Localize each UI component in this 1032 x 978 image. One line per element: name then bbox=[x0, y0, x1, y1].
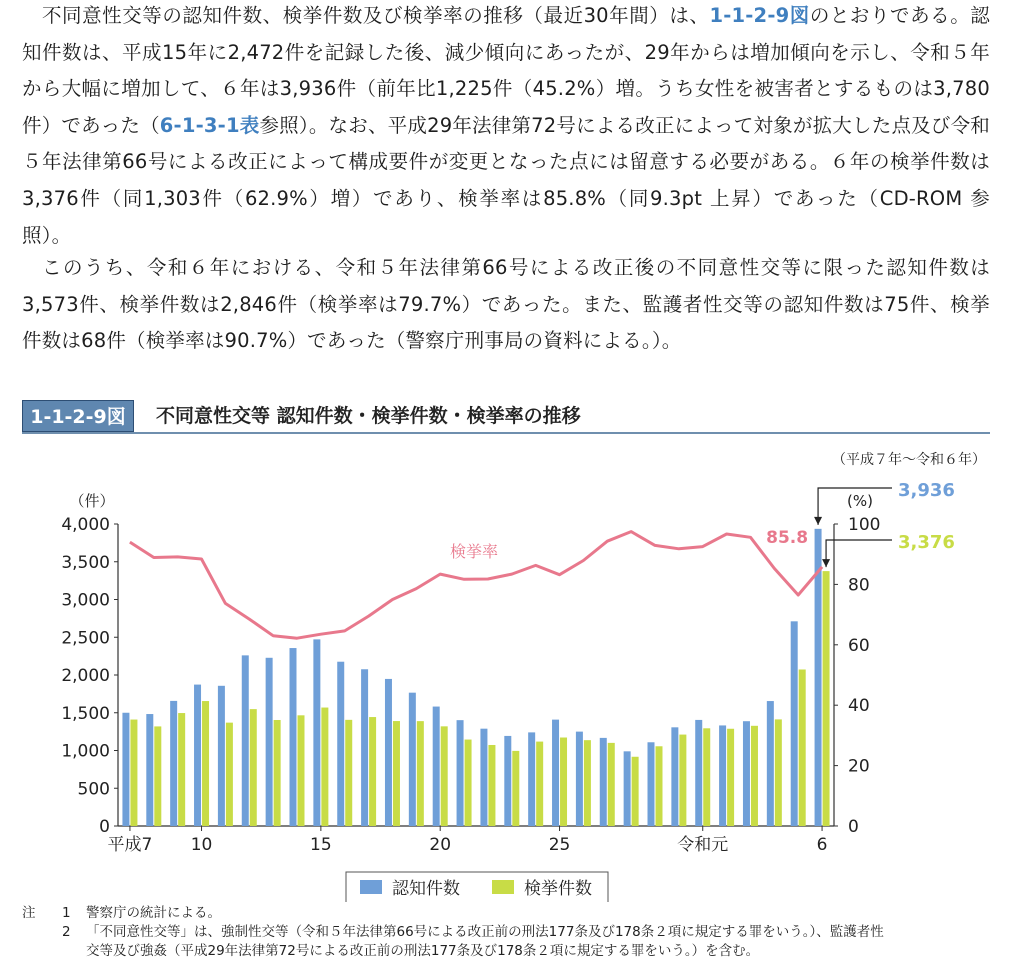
table-reference-link[interactable]: 6-1-3-1表 bbox=[159, 113, 260, 137]
left-axis-unit: （件） bbox=[69, 492, 115, 510]
legend-label-recognized: 認知件数 bbox=[392, 879, 460, 899]
rate-line-label: 検挙率 bbox=[449, 542, 499, 561]
bar-recognized bbox=[337, 662, 344, 826]
paragraph-1 bbox=[22, 0, 990, 254]
bar-recognized bbox=[671, 727, 678, 826]
notes-label: 注 bbox=[22, 905, 36, 921]
x-axis-tick-label: 令和元 bbox=[677, 835, 729, 855]
bar-recognized bbox=[122, 713, 129, 826]
bar-cleared bbox=[226, 723, 233, 826]
figure-reference-link[interactable]: 1-1-2-9図 bbox=[709, 4, 810, 27]
bar-cleared bbox=[799, 669, 806, 826]
bar-cleared bbox=[441, 726, 448, 826]
note-2-line-2: 交等及び強姦（平成29年法律第72号による改正前の刑法177条及び178条２項に規定する罪をいう。）を含む。 bbox=[86, 943, 760, 959]
left-axis-tick-label: 4,000 bbox=[61, 515, 110, 535]
bar-cleared bbox=[679, 735, 686, 826]
figure-title: 不同意性交等 認知件数・検挙件数・検挙率の推移 bbox=[156, 405, 581, 427]
x-axis-tick-label: 6 bbox=[816, 835, 828, 855]
paragraph-1-part-b: のとおりである。認知件数は、平成15年に2,472件を記録した後、減少傾向にあったが、29年からは増加傾向を示し、令和５年から大幅に増加して、６年は3,936件（前年比1,225件（45.2%）増。うち女性を被害者とするものは3,780件）であった（ bbox=[22, 4, 990, 137]
bar-recognized bbox=[170, 701, 177, 826]
last-rate-label: 85.8 bbox=[766, 527, 809, 548]
legend-swatch-cleared bbox=[492, 880, 514, 894]
bar-recognized bbox=[313, 639, 320, 826]
left-axis-tick-label: 1,000 bbox=[61, 741, 110, 762]
x-axis-tick-label: 20 bbox=[429, 835, 452, 855]
bar-cleared bbox=[321, 708, 328, 826]
bar-cleared bbox=[560, 738, 567, 826]
cleared-callout-line bbox=[826, 540, 892, 567]
left-axis-tick-label: 1,500 bbox=[61, 703, 110, 724]
bar-cleared bbox=[465, 740, 472, 826]
figure-tag: 1-1-2-9図 bbox=[22, 400, 134, 432]
last-cleared-label: 3,376 bbox=[898, 532, 955, 553]
bar-recognized bbox=[743, 721, 750, 826]
bar-cleared bbox=[823, 571, 830, 826]
left-axis-tick-label: 3,000 bbox=[61, 590, 110, 611]
left-axis-tick-label: 500 bbox=[77, 779, 110, 800]
bar-recognized bbox=[576, 732, 583, 826]
bar-cleared bbox=[417, 721, 424, 826]
bar-cleared bbox=[775, 719, 782, 826]
right-axis-tick-label: 40 bbox=[848, 696, 870, 717]
bar-recognized bbox=[242, 655, 249, 826]
bar-cleared bbox=[751, 726, 758, 826]
bar-recognized bbox=[385, 679, 392, 826]
bar-recognized bbox=[480, 729, 487, 826]
bar-recognized bbox=[194, 685, 201, 826]
bar-recognized bbox=[409, 693, 416, 826]
bar-cleared bbox=[298, 715, 305, 826]
bar-recognized bbox=[361, 669, 368, 826]
bar-recognized bbox=[218, 686, 225, 826]
x-axis-tick-label: 10 bbox=[190, 835, 213, 855]
bar-recognized bbox=[528, 732, 535, 826]
bar-cleared bbox=[369, 717, 376, 826]
bar-recognized bbox=[648, 742, 655, 826]
note-2-line-1: 「不同意性交等」は、強制性交等（令和５年法律第66号による改正前の刑法177条及び178条２項に規定する罪をいう。）、監護者性 bbox=[86, 924, 884, 940]
bar-recognized bbox=[695, 720, 702, 826]
note-1: 警察庁の統計による。 bbox=[86, 905, 221, 921]
bar-cleared bbox=[512, 751, 519, 826]
note-1-number: 1 bbox=[62, 905, 71, 921]
paragraph-1-part-c: 参照）。なお、平成29年法律第72号による改正によって対象が拡大した点及び令和５年法律第66号による改正によって構成要件が変更となった点には留意する必要がある。６年の検挙件数は3,376件（同1,303件（62.9%）増）であり、検挙率は85.8%（同9.3pt 上昇）であった（CD-ROM 参照）。 bbox=[22, 113, 990, 247]
left-axis-tick-label: 2,000 bbox=[61, 666, 110, 686]
right-axis-tick-label: 0 bbox=[848, 817, 859, 837]
bar-recognized bbox=[266, 658, 273, 826]
bar-cleared bbox=[178, 713, 185, 826]
bar-cleared bbox=[656, 746, 663, 826]
bar-cleared bbox=[608, 743, 615, 826]
note-2-number: 2 bbox=[62, 924, 71, 940]
bar-recognized bbox=[791, 621, 798, 826]
bar-cleared bbox=[536, 742, 543, 826]
recognized-callout-arrow bbox=[814, 517, 822, 525]
chart bbox=[0, 440, 1032, 902]
figure-header bbox=[22, 400, 990, 434]
right-axis-tick-label: 20 bbox=[848, 756, 870, 777]
bar-recognized bbox=[719, 725, 726, 826]
bar-cleared bbox=[202, 701, 209, 826]
bar-recognized bbox=[600, 738, 607, 826]
last-recognized-label: 3,936 bbox=[898, 480, 955, 501]
bar-cleared bbox=[393, 721, 400, 826]
x-axis-tick-label: 15 bbox=[310, 835, 332, 855]
bar-cleared bbox=[250, 709, 257, 826]
bar-recognized bbox=[457, 720, 464, 826]
notes bbox=[22, 904, 1002, 961]
legend-swatch-recognized bbox=[360, 880, 382, 894]
bar-recognized bbox=[146, 714, 153, 826]
left-axis-tick-label: 0 bbox=[99, 817, 110, 837]
right-axis-tick-label: 80 bbox=[848, 575, 870, 596]
bar-cleared bbox=[727, 729, 734, 826]
bar-cleared bbox=[584, 740, 591, 826]
bar-cleared bbox=[703, 728, 710, 826]
paragraph-2: このうち、令和６年における、令和５年法律第66号による改正後の不同意性交等に限った認知件数は3,573件、検挙件数は2,846件（検挙率は79.7%）であった。また、監護者性交等の認知件数は75件、検挙件数は68件（検挙率は90.7%）であった（警察庁刑事局の資料による。）。 bbox=[22, 256, 990, 353]
right-axis-tick-label: 100 bbox=[848, 515, 881, 535]
bar-recognized bbox=[624, 751, 631, 826]
bar-recognized bbox=[433, 707, 440, 826]
paragraph-1-part-a: 不同意性交等の認知件数、検挙件数及び検挙率の推移（最近30年間）は、 bbox=[42, 4, 710, 27]
bar-recognized bbox=[504, 736, 511, 826]
bar-cleared bbox=[154, 726, 161, 826]
left-axis-tick-label: 3,500 bbox=[61, 552, 110, 573]
legend-label-cleared: 検挙件数 bbox=[524, 879, 592, 899]
bar-recognized bbox=[552, 720, 559, 826]
cleared-callout-arrow bbox=[822, 559, 830, 567]
bar-cleared bbox=[274, 720, 281, 826]
bar-recognized bbox=[290, 648, 297, 826]
left-axis-tick-label: 2,500 bbox=[61, 628, 110, 649]
bar-cleared bbox=[632, 757, 639, 826]
x-axis-tick-label: 平成7 bbox=[107, 835, 153, 855]
chart-period-label: （平成７年～令和６年） bbox=[832, 452, 986, 468]
right-axis-unit: (%) bbox=[847, 492, 873, 510]
bar-cleared bbox=[130, 720, 137, 826]
right-axis-tick-label: 60 bbox=[848, 635, 870, 656]
bar-cleared bbox=[488, 745, 495, 826]
bar-recognized bbox=[767, 701, 774, 826]
bar-cleared bbox=[345, 720, 352, 826]
x-axis-tick-label: 25 bbox=[548, 835, 571, 855]
